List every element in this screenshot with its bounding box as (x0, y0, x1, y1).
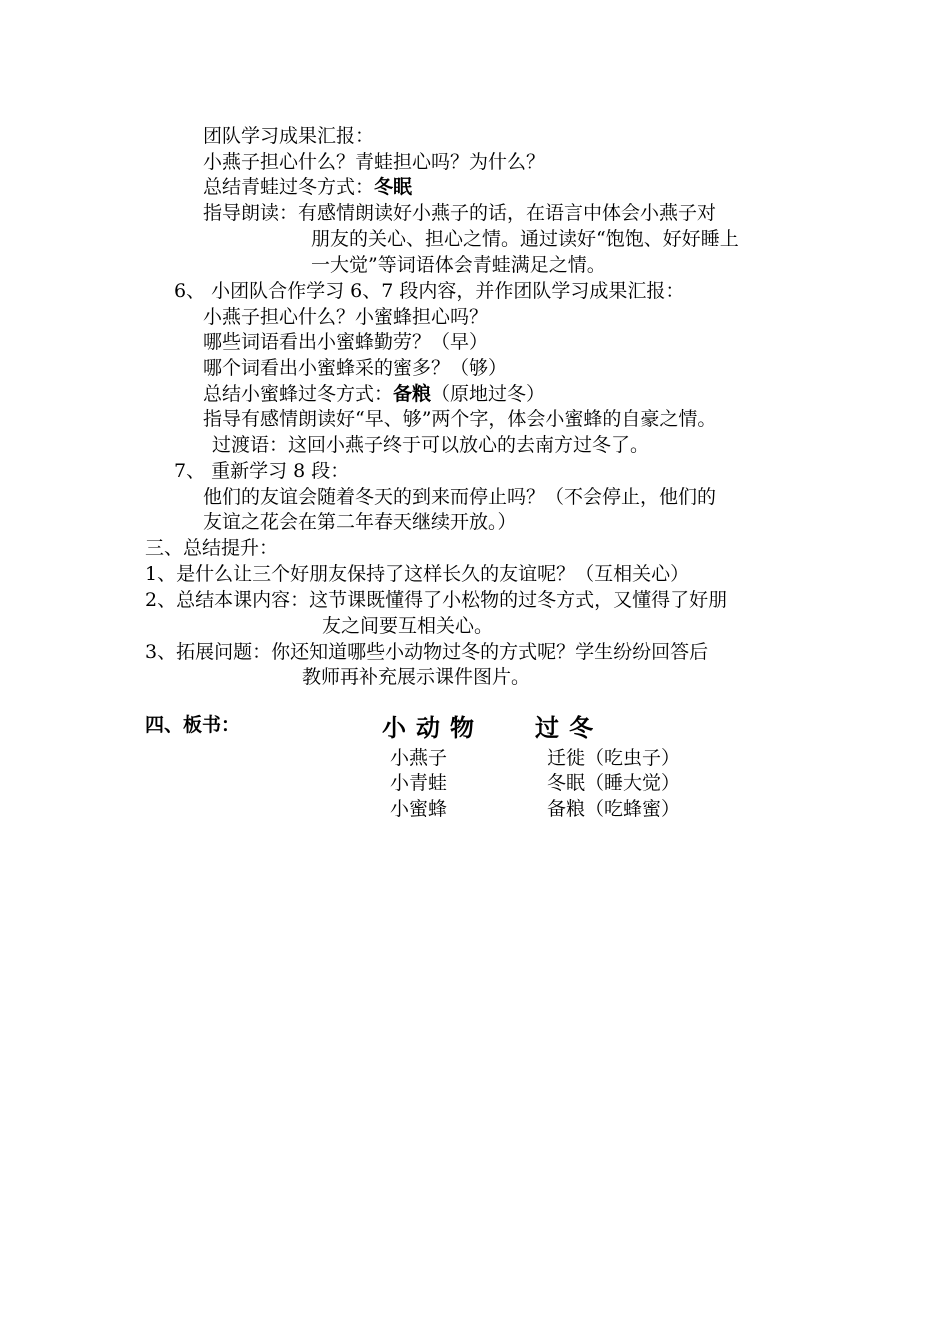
bee-summary-value: 备粮 (393, 383, 432, 405)
bee-question-1: 小燕子担心什么？小蜜蜂担心吗？ (203, 306, 489, 328)
guide-read-line2: 朋友的关心、担心之情。通过读好“饱饱、好好睡上 (311, 228, 739, 250)
summary-point-3-line1: 3、拓展问题：你还知道哪些小动物过冬的方式呢？学生纷纷回答后 (145, 641, 709, 663)
board-method-2: 冬眠（睡大觉） (547, 772, 681, 794)
swallow-question: 小燕子担心什么？青蛙担心吗？为什么？ (203, 151, 546, 173)
summary-point-2-line1: 2、总结本课内容：这节课既懂得了小松物的过冬方式，又懂得了好朋 (145, 589, 728, 611)
board-animal-2: 小青蛙 (390, 772, 448, 794)
frog-summary (203, 175, 412, 199)
board-title-right: 过冬 (535, 714, 603, 742)
board-animal-3: 小蜜蜂 (390, 798, 448, 820)
friendship-question-line1: 他们的友谊会随着冬天的到来而停止吗？（不会停止，他们的 (203, 486, 717, 508)
friendship-question-line2: 友谊之花会在第二年春天继续开放。） (203, 511, 517, 533)
bee-summary (203, 382, 545, 406)
frog-summary-value: 冬眠 (374, 176, 413, 198)
transition: 过渡语：这回小燕子终于可以放心的去南方过冬了。 (212, 434, 650, 456)
section3-heading: 三、总结提升： (145, 537, 279, 559)
report-intro: 团队学习成果汇报： (203, 125, 375, 147)
guide-read-line3: 一大觉”等词语体会青蛙满足之情。 (311, 254, 606, 276)
section4-heading: 四、板书： (145, 714, 241, 736)
guide-read-line1: 指导朗读：有感情朗读好小燕子的话，在语言中体会小燕子对 (203, 202, 717, 224)
bee-summary-label: 总结小蜜蜂过冬方式： (203, 383, 394, 405)
bee-question-2: 哪些词语看出小蜜蜂勤劳？（早） (203, 331, 489, 353)
bee-guide: 指导有感情朗读好“早、够”两个字，体会小蜜蜂的自豪之情。 (203, 408, 717, 430)
summary-point-2-line2: 友之间要互相关心。 (322, 615, 494, 637)
summary-point-1: 1、是什么让三个好朋友保持了这样长久的友谊呢？（互相关心） (145, 563, 690, 585)
board-method-3: 备粮（吃蜂蜜） (547, 798, 681, 820)
item-7: 7、 重新学习 8 段： (174, 460, 350, 482)
board-animal-1: 小燕子 (390, 747, 448, 769)
board-method-1: 迁徙（吃虫子） (547, 747, 681, 769)
item-6: 6、 小团队合作学习 6、7 段内容，并作团队学习成果汇报： (174, 280, 685, 302)
frog-summary-label: 总结青蛙过冬方式： (203, 176, 375, 198)
bee-question-3: 哪个词看出小蜜蜂采的蜜多？（够） (203, 357, 508, 379)
board-title-left: 小动物 (382, 714, 484, 742)
summary-point-3-line2: 教师再补充展示课件图片。 (302, 666, 531, 688)
bee-summary-note: （原地过冬） (431, 383, 546, 405)
